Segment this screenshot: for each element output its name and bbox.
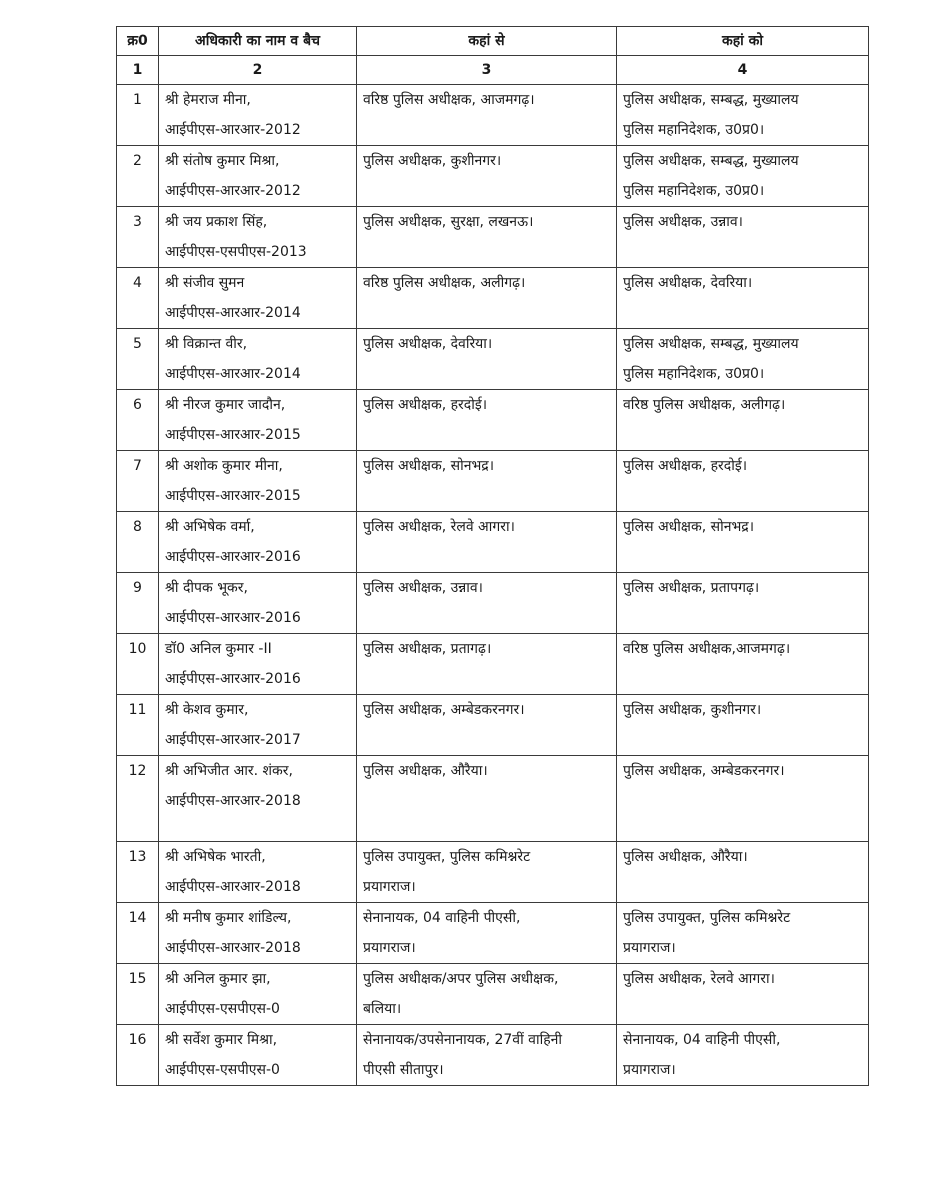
serial-number-cell: 12 [117, 756, 159, 842]
serial-number-cell: 8 [117, 512, 159, 573]
to-posting-line: पुलिस अधीक्षक, उन्नाव। [623, 214, 743, 230]
table-row [117, 85, 869, 146]
officer-batch: आईपीएस-आरआर-2016 [165, 549, 301, 565]
from-posting-line: पुलिस अधीक्षक, हरदोई। [363, 397, 488, 413]
from-posting-line: पुलिस अधीक्षक, औरैया। [363, 763, 488, 779]
officer-name: श्री हेमराज मीना, [165, 92, 251, 108]
table-row [117, 390, 869, 451]
from-posting-line: बलिया। [363, 1001, 402, 1017]
table-header [117, 27, 869, 56]
from-posting-line: पुलिस अधीक्षक, प्रतागढ़। [363, 641, 492, 657]
table-row [117, 329, 869, 390]
officer-batch: आईपीएस-आरआर-2016 [165, 610, 301, 626]
from-posting-line: प्रयागराज। [363, 879, 416, 895]
from-posting-cell [357, 207, 617, 268]
officer-batch: आईपीएस-आरआर-2015 [165, 427, 301, 443]
serial-number-cell: 11 [117, 695, 159, 756]
officer-cell [159, 146, 357, 207]
from-posting-cell [357, 451, 617, 512]
to-posting-line: पुलिस अधीक्षक, अम्बेडकरनगर। [623, 763, 785, 779]
officer-batch: आईपीएस-आरआर-2018 [165, 940, 301, 956]
to-posting-line: पुलिस अधीक्षक, देवरिया। [623, 275, 753, 291]
column-number: 4 [617, 56, 869, 85]
to-posting-line: पुलिस अधीक्षक, औरैया। [623, 849, 748, 865]
to-posting-line: पुलिस महानिदेशक, उ0प्र0। [623, 366, 765, 382]
to-posting-line: पुलिस अधीक्षक, रेलवे आगरा। [623, 971, 775, 987]
table-row [117, 1025, 869, 1086]
to-posting-cell [617, 1025, 869, 1086]
to-posting-line: पुलिस महानिदेशक, उ0प्र0। [623, 183, 765, 199]
to-posting-line: वरिष्ठ पुलिस अधीक्षक,आजमगढ़। [623, 641, 791, 657]
from-posting-line: पुलिस उपायुक्त, पुलिस कमिश्नरेट [363, 849, 531, 865]
from-posting-cell [357, 964, 617, 1025]
serial-number-cell: 9 [117, 573, 159, 634]
to-posting-cell [617, 573, 869, 634]
officer-batch: आईपीएस-आरआर-2018 [165, 879, 301, 895]
to-posting-cell [617, 695, 869, 756]
serial-number-cell: 16 [117, 1025, 159, 1086]
officer-batch: आईपीएस-आरआर-2016 [165, 671, 301, 687]
header-row [117, 27, 869, 56]
from-posting-cell [357, 756, 617, 842]
to-posting-cell [617, 451, 869, 512]
officer-name: श्री केशव कुमार, [165, 702, 249, 718]
to-posting-line: सेनानायक, 04 वाहिनी पीएसी, [623, 1032, 781, 1048]
from-posting-line: पुलिस अधीक्षक, उन्नाव। [363, 580, 483, 596]
table-row [117, 634, 869, 695]
officer-name: श्री अभिजीत आर. शंकर, [165, 763, 293, 779]
officer-cell [159, 207, 357, 268]
to-posting-line: पुलिस अधीक्षक, सम्बद्ध, मुख्यालय [623, 92, 799, 108]
officer-cell [159, 964, 357, 1025]
table-body [117, 56, 869, 1086]
serial-number-cell: 15 [117, 964, 159, 1025]
to-posting-line: वरिष्ठ पुलिस अधीक्षक, अलीगढ़। [623, 397, 786, 413]
officer-cell [159, 329, 357, 390]
serial-number-cell: 13 [117, 842, 159, 903]
officer-batch: आईपीएस-आरआर-2012 [165, 122, 301, 138]
from-posting-cell [357, 903, 617, 964]
header-from: कहां से [357, 27, 617, 56]
to-posting-cell [617, 207, 869, 268]
to-posting-line: पुलिस उपायुक्त, पुलिस कमिश्नरेट [623, 910, 791, 926]
serial-number-cell: 1 [117, 85, 159, 146]
from-posting-line: पुलिस अधीक्षक, रेलवे आगरा। [363, 519, 515, 535]
to-posting-line: प्रयागराज। [623, 940, 676, 956]
from-posting-line: पुलिस अधीक्षक/अपर पुलिस अधीक्षक, [363, 971, 559, 987]
column-number: 2 [159, 56, 357, 85]
to-posting-cell [617, 903, 869, 964]
officer-name: श्री जय प्रकाश सिंह, [165, 214, 268, 230]
to-posting-line: पुलिस अधीक्षक, कुशीनगर। [623, 702, 762, 718]
table-row [117, 573, 869, 634]
officer-cell [159, 451, 357, 512]
table-row [117, 756, 869, 842]
to-posting-cell [617, 329, 869, 390]
from-posting-cell [357, 842, 617, 903]
to-posting-line: पुलिस महानिदेशक, उ0प्र0। [623, 122, 765, 138]
table-row [117, 842, 869, 903]
officer-name: श्री नीरज कुमार जादौन, [165, 397, 286, 413]
officer-cell [159, 1025, 357, 1086]
officer-batch: आईपीएस-आरआर-2015 [165, 488, 301, 504]
officer-name: श्री अनिल कुमार झा, [165, 971, 271, 987]
officer-cell [159, 573, 357, 634]
from-posting-cell [357, 146, 617, 207]
to-posting-line: पुलिस अधीक्षक, सम्बद्ध, मुख्यालय [623, 153, 799, 169]
from-posting-line: पुलिस अधीक्षक, अम्बेडकरनगर। [363, 702, 525, 718]
from-posting-line: सेनानायक, 04 वाहिनी पीएसी, [363, 910, 521, 926]
officer-batch: आईपीएस-आरआर-2012 [165, 183, 301, 199]
to-posting-line: पुलिस अधीक्षक, सम्बद्ध, मुख्यालय [623, 336, 799, 352]
officer-cell [159, 512, 357, 573]
table-row [117, 207, 869, 268]
serial-number-cell: 2 [117, 146, 159, 207]
officer-name: श्री संतोष कुमार मिश्रा, [165, 153, 280, 169]
from-posting-cell [357, 695, 617, 756]
to-posting-cell [617, 85, 869, 146]
table-row [117, 451, 869, 512]
officer-batch: आईपीएस-एसपीएस-0 [165, 1062, 280, 1078]
officer-cell [159, 695, 357, 756]
officer-batch: आईपीएस-आरआर-2018 [165, 793, 301, 809]
from-posting-line: प्रयागराज। [363, 940, 416, 956]
to-posting-line: प्रयागराज। [623, 1062, 676, 1078]
from-posting-line: वरिष्ठ पुलिस अधीक्षक, अलीगढ़। [363, 275, 526, 291]
header-serial: क्र0 [117, 27, 159, 56]
officer-name: श्री अशोक कुमार मीना, [165, 458, 283, 474]
officer-batch: आईपीएस-आरआर-2014 [165, 366, 301, 382]
from-posting-cell [357, 573, 617, 634]
officer-cell [159, 85, 357, 146]
serial-number-cell: 6 [117, 390, 159, 451]
officer-batch: आईपीएस-एसपीएस-0 [165, 1001, 280, 1017]
from-posting-cell [357, 634, 617, 695]
officer-cell [159, 634, 357, 695]
column-number-row [117, 56, 869, 85]
to-posting-cell [617, 634, 869, 695]
header-name: अधिकारी का नाम व बैच [159, 27, 357, 56]
from-posting-line: पुलिस अधीक्षक, सुरक्षा, लखनऊ। [363, 214, 534, 230]
to-posting-cell [617, 512, 869, 573]
officer-name: श्री दीपक भूकर, [165, 580, 248, 596]
serial-number-cell: 4 [117, 268, 159, 329]
officer-cell [159, 756, 357, 842]
serial-number-cell: 3 [117, 207, 159, 268]
officer-name: डॉ0 अनिल कुमार -II [165, 641, 272, 657]
to-posting-line: पुलिस अधीक्षक, प्रतापगढ़। [623, 580, 760, 596]
table-row [117, 512, 869, 573]
from-posting-cell [357, 329, 617, 390]
from-posting-line: पुलिस अधीक्षक, देवरिया। [363, 336, 493, 352]
from-posting-line: पुलिस अधीक्षक, कुशीनगर। [363, 153, 502, 169]
serial-number-cell: 14 [117, 903, 159, 964]
to-posting-line: पुलिस अधीक्षक, सोनभद्र। [623, 519, 755, 535]
column-number: 3 [357, 56, 617, 85]
to-posting-line: पुलिस अधीक्षक, हरदोई। [623, 458, 748, 474]
table-row [117, 695, 869, 756]
serial-number-cell: 10 [117, 634, 159, 695]
from-posting-line: सेनानायक/उपसेनानायक, 27वीं वाहिनी [363, 1032, 563, 1048]
header-to: कहां को [617, 27, 869, 56]
table-row [117, 903, 869, 964]
from-posting-cell [357, 390, 617, 451]
from-posting-cell [357, 1025, 617, 1086]
from-posting-cell [357, 268, 617, 329]
from-posting-cell [357, 512, 617, 573]
table-row [117, 964, 869, 1025]
to-posting-cell [617, 756, 869, 842]
from-posting-line: पुलिस अधीक्षक, सोनभद्र। [363, 458, 495, 474]
officer-name: श्री अभिषेक भारती, [165, 849, 266, 865]
serial-number-cell: 5 [117, 329, 159, 390]
to-posting-cell [617, 842, 869, 903]
officer-batch: आईपीएस-आरआर-2014 [165, 305, 301, 321]
to-posting-cell [617, 268, 869, 329]
officer-name: श्री संजीव सुमन [165, 275, 245, 291]
officer-name: श्री अभिषेक वर्मा, [165, 519, 255, 535]
officer-batch: आईपीएस-आरआर-2017 [165, 732, 301, 748]
officer-cell [159, 842, 357, 903]
officer-cell [159, 390, 357, 451]
officer-cell [159, 268, 357, 329]
table-row [117, 268, 869, 329]
to-posting-cell [617, 390, 869, 451]
officer-batch: आईपीएस-एसपीएस-2013 [165, 244, 307, 260]
to-posting-cell [617, 964, 869, 1025]
table-row [117, 146, 869, 207]
transfer-table [116, 26, 869, 1086]
serial-number-cell: 7 [117, 451, 159, 512]
column-number: 1 [117, 56, 159, 85]
from-posting-cell [357, 85, 617, 146]
officer-name: श्री सर्वेश कुमार मिश्रा, [165, 1032, 278, 1048]
from-posting-line: वरिष्ठ पुलिस अधीक्षक, आजमगढ़। [363, 92, 535, 108]
officer-name: श्री मनीष कुमार शांडिल्य, [165, 910, 292, 926]
officer-cell [159, 903, 357, 964]
to-posting-cell [617, 146, 869, 207]
from-posting-line: पीएसी सीतापुर। [363, 1062, 444, 1078]
officer-name: श्री विक्रान्त वीर, [165, 336, 248, 352]
